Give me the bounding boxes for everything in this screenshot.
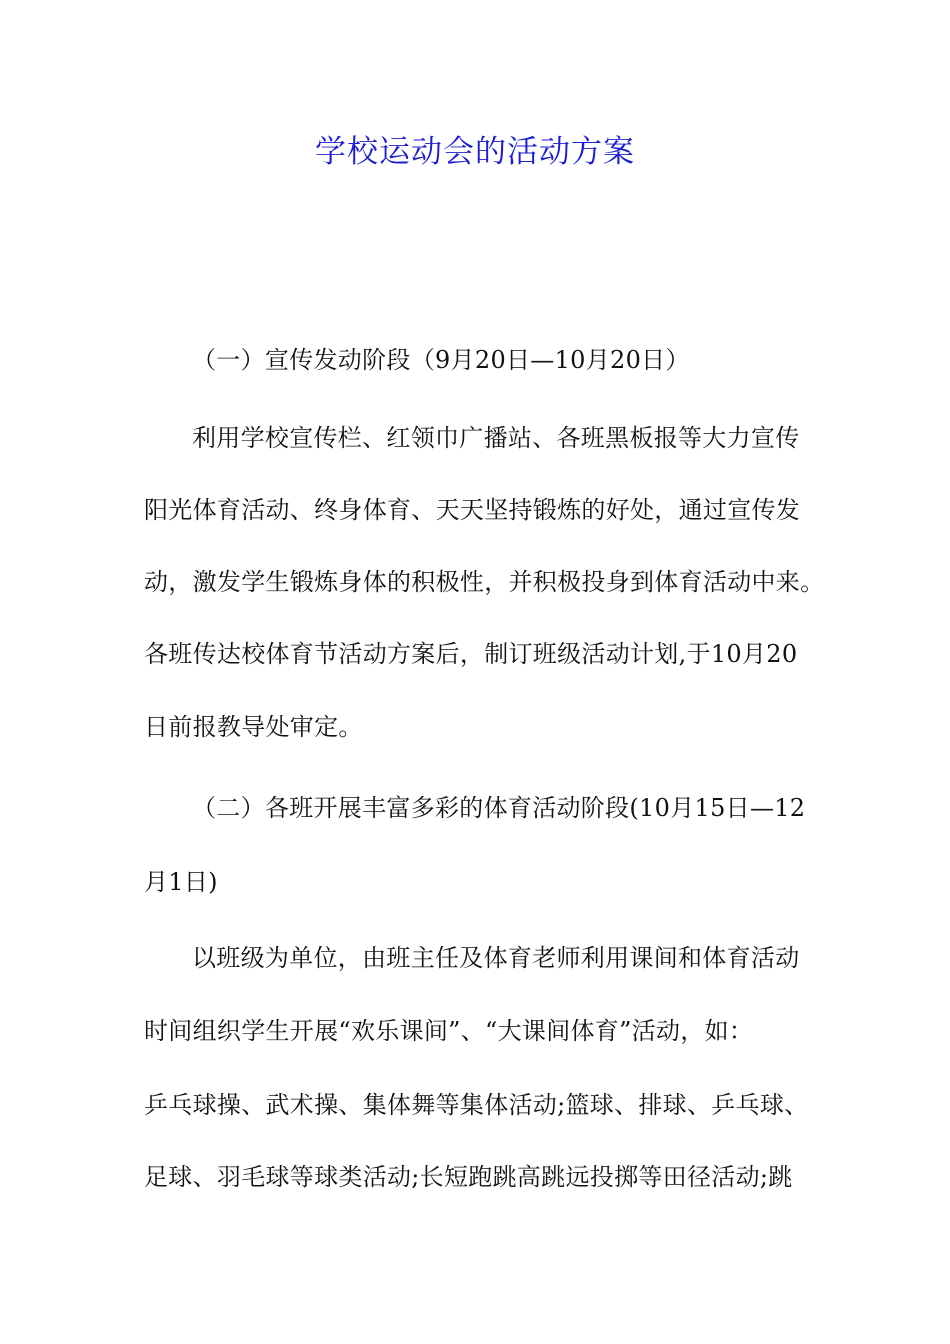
paragraph-line: 利用学校宣传栏、红领巾广播站、各班黑板报等大力宣传 xyxy=(192,424,800,452)
section-heading-1: （一）宣传发动阶段（9月20日—10月20日） xyxy=(192,346,690,374)
paragraph-line: 时间组织学生开展“欢乐课间”、“大课间体育”活动，如： xyxy=(144,1017,754,1045)
paragraph-line: 乒乓球操、武术操、集体舞等集体活动;篮球、排球、乒乓球、 xyxy=(144,1091,809,1119)
section-heading-2-cont: 月1日) xyxy=(144,868,218,896)
paragraph-line: 各班传达校体育节活动方案后，制订班级活动计划,于10月20 xyxy=(144,640,798,668)
paragraph-line: 动，激发学生锻炼身体的积极性，并积极投身到体育活动中来。 xyxy=(144,568,825,596)
paragraph-line: 足球、羽毛球等球类活动;长短跑跳高跳远投掷等田径活动;跳 xyxy=(144,1163,793,1191)
section-heading-2: （二）各班开展丰富多彩的体育活动阶段(10月15日—12 xyxy=(192,794,806,822)
paragraph-line: 阳光体育活动、终身体育、天天坚持锻炼的好处，通过宣传发 xyxy=(144,496,801,524)
paragraph-line: 以班级为单位，由班主任及体育老师利用课间和体育活动 xyxy=(192,944,800,972)
document-title: 学校运动会的活动方案 xyxy=(315,134,635,170)
paragraph-line: 日前报教导处审定。 xyxy=(144,713,363,741)
